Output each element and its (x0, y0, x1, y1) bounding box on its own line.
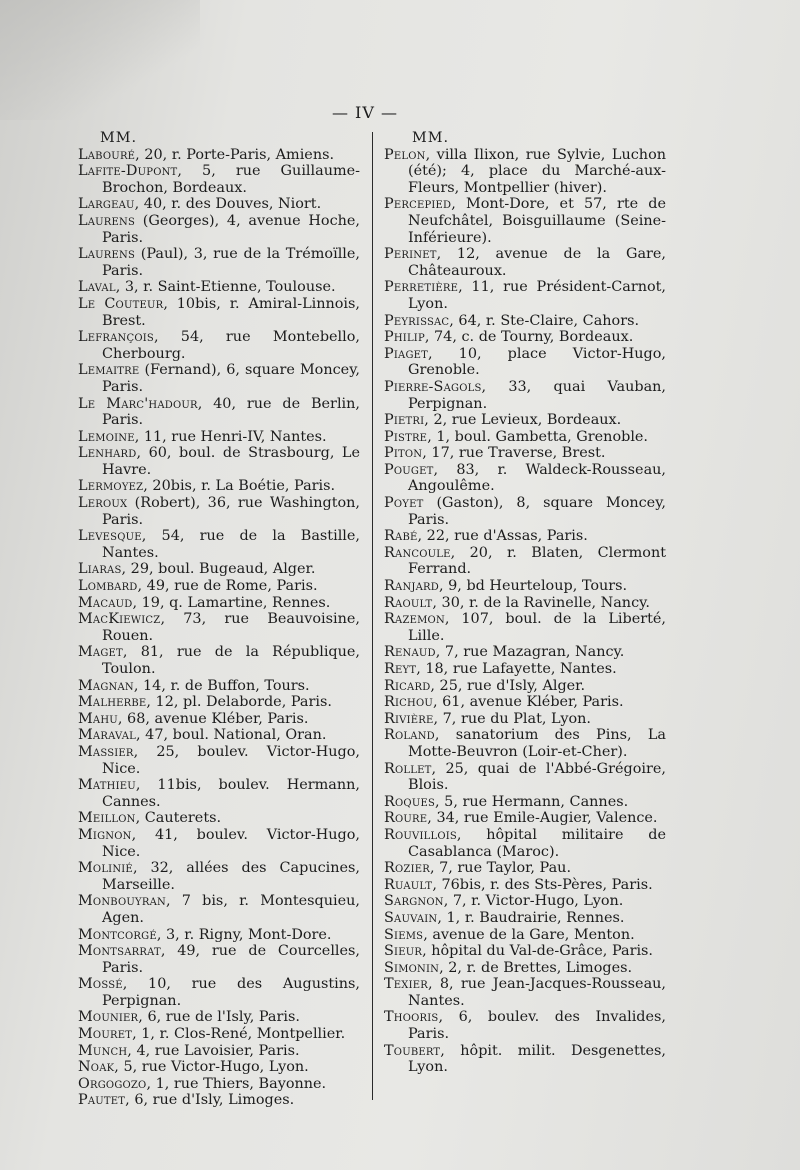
entry-name: Roure (384, 810, 428, 827)
entry-name: Pierre-Sagols (384, 378, 482, 395)
list-item (78, 1059, 360, 1076)
entry-address: , 47, boul. National, Oran. (136, 727, 327, 744)
entry-name: Pautet (78, 1092, 126, 1109)
entry-name: Leroux (78, 495, 128, 512)
list-item (384, 794, 666, 811)
list-item (78, 561, 360, 578)
entry-name: Noak (78, 1059, 115, 1076)
entry-name: Percepied (384, 196, 452, 213)
list-item (78, 644, 360, 677)
list-item (78, 893, 360, 926)
entry-name: Roques (384, 793, 436, 810)
entry-name: Levesque (78, 528, 142, 545)
list-item (384, 528, 666, 545)
list-item (384, 445, 666, 462)
entry-name: Maraval (78, 727, 137, 744)
list-item (78, 810, 360, 827)
entry-address: , 2, r. de Brettes, Limoges. (439, 959, 633, 976)
entry-name: Laval (78, 279, 116, 296)
entry-address: , 11, rue Henri-IV, Nantes. (134, 428, 327, 445)
entry-name: Mossé (78, 976, 123, 993)
entry-address: , 49, rue de Courcelles, Paris. (102, 943, 360, 976)
entry-address: , 7, rue Mazagran, Nancy. (435, 644, 625, 661)
entry-address: , 25, quai de l'Abbé-Grégoire, Blois. (408, 760, 666, 794)
list-item (384, 313, 666, 330)
list-item (384, 727, 666, 760)
entry-address: , 60, boul. de Strasbourg, Le Havre. (102, 445, 360, 478)
entry-address: , 1, r. Clos-René, Montpellier. (132, 1026, 346, 1043)
entry-name: Pistre (384, 428, 428, 445)
list-item (78, 396, 360, 429)
entry-name: Pietri (384, 412, 425, 429)
entry-address: , 73, rue Beauvoisine, Rouen. (102, 611, 360, 644)
entry-address: , 20, r. Porte-Paris, Amiens. (135, 146, 335, 163)
entry-name: Lenhard (78, 445, 137, 462)
list-item (78, 429, 360, 446)
entry-name: Molinié (78, 860, 133, 877)
page-fold-shadow (0, 0, 200, 120)
entry-name: Lemaitre (78, 362, 140, 379)
entry-name: Rabé (384, 528, 418, 545)
entry-name: Laurens (78, 212, 136, 229)
entry-name: Lemoine (78, 428, 135, 445)
entry-address: , 32, allées des Capucines, Marseille. (102, 860, 360, 893)
entry-address: , 11bis, boulev. Hermann, Cannes. (102, 777, 360, 810)
left-entry-list (78, 147, 360, 1109)
list-item (78, 246, 360, 279)
entry-name: Sauvain (384, 909, 438, 926)
list-item (78, 578, 360, 595)
list-item (384, 611, 666, 644)
entry-name: Piaget (384, 345, 429, 362)
entry-address: , 76bis, r. des Sts-Pères, Paris. (432, 876, 653, 893)
entry-name: Rouvillois (384, 826, 457, 843)
entry-address: , 9, bd Heurteloup, Tours. (438, 578, 628, 595)
list-item (384, 379, 666, 412)
entry-name: Pelon (384, 146, 426, 163)
entry-address: , sanatorium des Pins, La Motte-Beuvron (Loir-et-Cher). (408, 727, 666, 760)
entry-name: Lombard (78, 578, 138, 595)
entry-name: Richou (384, 694, 433, 711)
entry-address: , Mont-Dore, et 57, rte de Neufchâtel, Boisguillaume (Seine-Inférieure). (408, 196, 666, 246)
entry-name: Monbouyran (78, 893, 166, 910)
entry-address: , hôpital du Val-de-Grâce, Paris. (422, 943, 654, 960)
entry-address: , 20bis, r. La Boétie, Paris. (143, 478, 336, 495)
list-item (384, 644, 666, 661)
entry-address: , hôpit. milit. Desgenettes, Lyon. (408, 1042, 666, 1076)
entry-address: , 54, rue Montebello, Cherbourg. (102, 329, 360, 362)
entry-name: Renaud (384, 644, 436, 661)
entry-name: Sargnon (384, 893, 444, 910)
entry-name: Philip (384, 329, 425, 346)
entry-address: , 68, avenue Kléber, Paris. (117, 710, 309, 727)
entry-name: Largeau (78, 196, 135, 213)
entry-address: , 7 bis, r. Montesquieu, Agen. (102, 893, 360, 926)
entry-address: , 25, boulev. Victor-Hugo, Nice. (102, 743, 360, 777)
list-item (384, 910, 666, 927)
entry-address: , 25, rue d'Isly, Alger. (430, 677, 586, 694)
entry-address: , 5, rue Victor-Hugo, Lyon. (114, 1059, 309, 1076)
entry-name: Poyet (384, 495, 424, 512)
list-item (78, 296, 360, 329)
list-item (78, 777, 360, 810)
list-item (384, 279, 666, 312)
entry-address: , 81, rue de la République, Toulon. (102, 644, 360, 677)
entry-address: , 11, rue Président-Carnot, Lyon. (408, 279, 666, 312)
list-item (384, 429, 666, 446)
entry-name: Rollet (384, 760, 432, 777)
entry-address: , 7, r. Victor-Hugo, Lyon. (443, 893, 624, 910)
entry-address: , 41, boulev. Victor-Hugo, Nice. (102, 826, 360, 860)
entry-address: (Fernand), 6, square Moncey, Paris. (102, 362, 360, 395)
entry-address: , 1, rue Thiers, Bayonne. (146, 1075, 327, 1092)
entry-address: , 12, pl. Delaborde, Paris. (146, 694, 332, 711)
list-item (384, 711, 666, 728)
entry-name: Perretière (384, 279, 459, 296)
entry-address: , 4, rue Lavoisier, Paris. (127, 1042, 300, 1059)
list-item (78, 827, 360, 860)
list-item (384, 694, 666, 711)
entry-address: , 6, boulev. des Invalides, Paris. (408, 1009, 666, 1043)
list-item (384, 943, 666, 960)
list-item (384, 860, 666, 877)
list-item (78, 147, 360, 164)
list-item (384, 329, 666, 346)
entry-name: Mahu (78, 710, 118, 727)
list-item (78, 329, 360, 362)
entry-name: Munch (78, 1042, 128, 1059)
entry-address: , 1, boul. Gambetta, Grenoble. (427, 428, 649, 445)
list-item (78, 196, 360, 213)
entry-name: Maget (78, 644, 123, 661)
list-item (384, 661, 666, 678)
entry-name: Magnan (78, 677, 134, 694)
list-item (78, 860, 360, 893)
entry-name: Montcorgé (78, 926, 157, 943)
entry-address: , 14, r. de Buffon, Tours. (133, 677, 310, 694)
entry-address: , 54, rue de la Bastille, Nantes. (102, 528, 360, 561)
list-item (384, 810, 666, 827)
entry-address: , 7, rue du Plat, Lyon. (433, 710, 591, 727)
entry-name: Texier (384, 976, 428, 993)
entry-address: , 3, r. Saint-Etienne, Toulouse. (115, 279, 336, 296)
entry-name: Macaud (78, 594, 133, 611)
entry-address: , 3, r. Rigny, Mont-Dore. (156, 926, 332, 943)
entry-address: , 19, q. Lamartine, Rennes. (132, 594, 331, 611)
entry-address: , 10bis, r. Amiral-Linnois, Brest. (102, 295, 360, 329)
right-entry-list (384, 147, 666, 1076)
entry-name: Mouret (78, 1026, 133, 1043)
entry-address: , 83, r. Waldeck-Rousseau, Angoulême. (408, 461, 666, 495)
list-item (78, 927, 360, 944)
entry-address: , 10, rue des Augustins, Perpignan. (102, 976, 360, 1009)
list-item (384, 412, 666, 429)
list-item (78, 595, 360, 612)
entry-name: Lefrançois (78, 329, 154, 346)
list-item (384, 545, 666, 578)
list-item (78, 711, 360, 728)
entry-name: Le Couteur (78, 295, 164, 312)
entry-name: Orgogozo (78, 1075, 147, 1092)
list-item (384, 346, 666, 379)
list-item (78, 1043, 360, 1060)
entry-name: Simonin (384, 959, 440, 976)
entry-name: Rancoule (384, 544, 451, 561)
entry-name: Massier (78, 743, 134, 760)
entry-address: , avenue de la Gare, Menton. (423, 926, 635, 943)
entry-address: , 17, rue Traverse, Brest. (422, 445, 606, 462)
entry-address: , 40, r. des Douves, Niort. (134, 196, 322, 213)
entry-name: Mignon (78, 826, 132, 843)
entry-address: , 40, rue de Berlin, Paris. (102, 395, 360, 429)
page-folio: — IV — (331, 103, 399, 122)
entry-name: Toubert (384, 1042, 441, 1059)
entry-address: (Robert), 36, rue Washington, Paris. (102, 495, 360, 528)
entry-address: , 74, c. de Tourny, Bordeaux. (424, 329, 634, 346)
entry-name: Piton (384, 445, 423, 462)
list-item (78, 1076, 360, 1093)
list-item (384, 196, 666, 246)
entry-address: , 61, avenue Kléber, Paris. (432, 694, 624, 711)
entry-address: (Georges), 4, avenue Hoche, Paris. (102, 212, 360, 246)
entry-address: , 22, rue d'Assas, Paris. (417, 528, 588, 545)
entry-name: Malherbe (78, 694, 147, 711)
right-column-heading: MM. (412, 130, 450, 146)
list-item (384, 595, 666, 612)
list-item (78, 478, 360, 495)
entry-address: , 2, rue Levieux, Bordeaux. (424, 412, 622, 429)
list-item (78, 163, 360, 196)
entry-address: (Gaston), 8, square Moncey, Paris. (408, 495, 666, 528)
entry-address: , 6, rue d'Isly, Limoges. (125, 1092, 295, 1109)
list-item (78, 528, 360, 561)
list-item (384, 678, 666, 695)
entry-name: Thooris (384, 1009, 439, 1026)
entry-name: Laurens (78, 246, 136, 263)
list-item (78, 213, 360, 246)
list-item (384, 147, 666, 197)
list-item (384, 761, 666, 794)
list-item (384, 960, 666, 977)
entry-address: , 107, boul. de la Liberté, Lille. (408, 611, 666, 644)
list-item (78, 495, 360, 528)
entry-name: Reyt (384, 661, 417, 677)
entry-name: Raoult (384, 594, 433, 611)
entry-name: MacKiewicz (78, 611, 161, 628)
list-item (384, 462, 666, 495)
entry-name: Labouré (78, 146, 136, 163)
list-item (78, 694, 360, 711)
entry-address: , 20, r. Blaten, Clermont Ferrand. (408, 544, 666, 578)
left-column-heading: MM. (100, 130, 138, 146)
entry-address: , 10, place Victor-Hugo, Grenoble. (408, 345, 666, 379)
entry-name: Lermoyez (78, 478, 144, 495)
entry-address: , 29, boul. Bugeaud, Alger. (121, 561, 316, 578)
list-item (384, 893, 666, 910)
entry-address: , Cauterets. (135, 810, 222, 827)
entry-address: , 33, quai Vauban, Perpignan. (408, 378, 666, 412)
list-item (384, 976, 666, 1009)
entry-address: , 12, avenue de la Gare, Châteauroux. (408, 246, 666, 279)
list-item (78, 1026, 360, 1043)
entry-address: , 7, rue Taylor, Pau. (429, 860, 572, 877)
entry-name: Razemon (384, 611, 445, 628)
entry-name: Rozier (384, 860, 430, 877)
entry-address: , 5, rue Hermann, Cannes. (435, 793, 629, 810)
list-item (384, 495, 666, 528)
list-item (384, 877, 666, 894)
entry-address: , villa Ilixon, rue Sylvie, Luchon (été); 4, place du Marché-aux-Fleurs, Montpellier (hiver). (408, 146, 666, 196)
list-item (78, 279, 360, 296)
list-item (78, 362, 360, 395)
entry-address: , 49, rue de Rome, Paris. (137, 578, 318, 595)
entry-name: Roland (384, 727, 435, 744)
entry-name: Liaras (78, 561, 122, 578)
entry-name: Pouget (384, 461, 434, 478)
list-item (78, 1009, 360, 1026)
entry-name: Sieur (384, 943, 423, 960)
list-item (78, 678, 360, 695)
entry-address: , 18, rue Lafayette, Nantes. (416, 661, 617, 677)
entry-address: , 30, r. de la Ravinelle, Nancy. (432, 594, 650, 611)
entry-name: Ranjard (384, 578, 439, 595)
entry-name: Ricard (384, 677, 431, 694)
list-item (384, 1043, 666, 1076)
entry-name: Montsarrat (78, 943, 161, 960)
entry-address: , 5, rue Guillaume-Brochon, Bordeaux. (102, 163, 360, 196)
list-item (384, 246, 666, 279)
list-item (78, 611, 360, 644)
entry-name: Meillon (78, 810, 136, 827)
entry-address: , 6, rue de l'Isly, Paris. (138, 1009, 300, 1026)
list-item (78, 943, 360, 976)
list-item (78, 976, 360, 1009)
entry-name: Rivière (384, 710, 434, 727)
entry-address: , 64, r. Ste-Claire, Cahors. (449, 312, 640, 329)
list-item (78, 1092, 360, 1109)
entry-address: , 34, rue Emile-Augier, Valence. (427, 810, 658, 827)
entry-name: Perinet (384, 246, 437, 263)
list-item (78, 727, 360, 744)
left-column (78, 130, 360, 1109)
list-item (384, 578, 666, 595)
entry-address: (Paul), 3, rue de la Trémoïlle, Paris. (102, 246, 360, 279)
column-divider (372, 132, 373, 1100)
list-item (384, 927, 666, 944)
list-item (78, 744, 360, 777)
entry-name: Le Marc'hadour (78, 395, 198, 412)
entry-name: Siems (384, 926, 424, 943)
list-item (78, 445, 360, 478)
entry-name: Ruault (384, 876, 433, 893)
entry-name: Peyrissac (384, 312, 450, 329)
entry-name: Mounier (78, 1009, 139, 1026)
list-item (384, 1009, 666, 1042)
list-item (384, 827, 666, 860)
entry-name: Lafite-Dupont (78, 163, 178, 180)
entry-address: , 8, rue Jean-Jacques-Rousseau, Nantes. (408, 976, 666, 1009)
right-column (384, 130, 666, 1076)
entry-name: Mathieu (78, 777, 136, 794)
entry-address: , 1, r. Baudrairie, Rennes. (437, 909, 625, 926)
entry-address: , hôpital militaire de Casablanca (Maroc). (408, 826, 666, 860)
